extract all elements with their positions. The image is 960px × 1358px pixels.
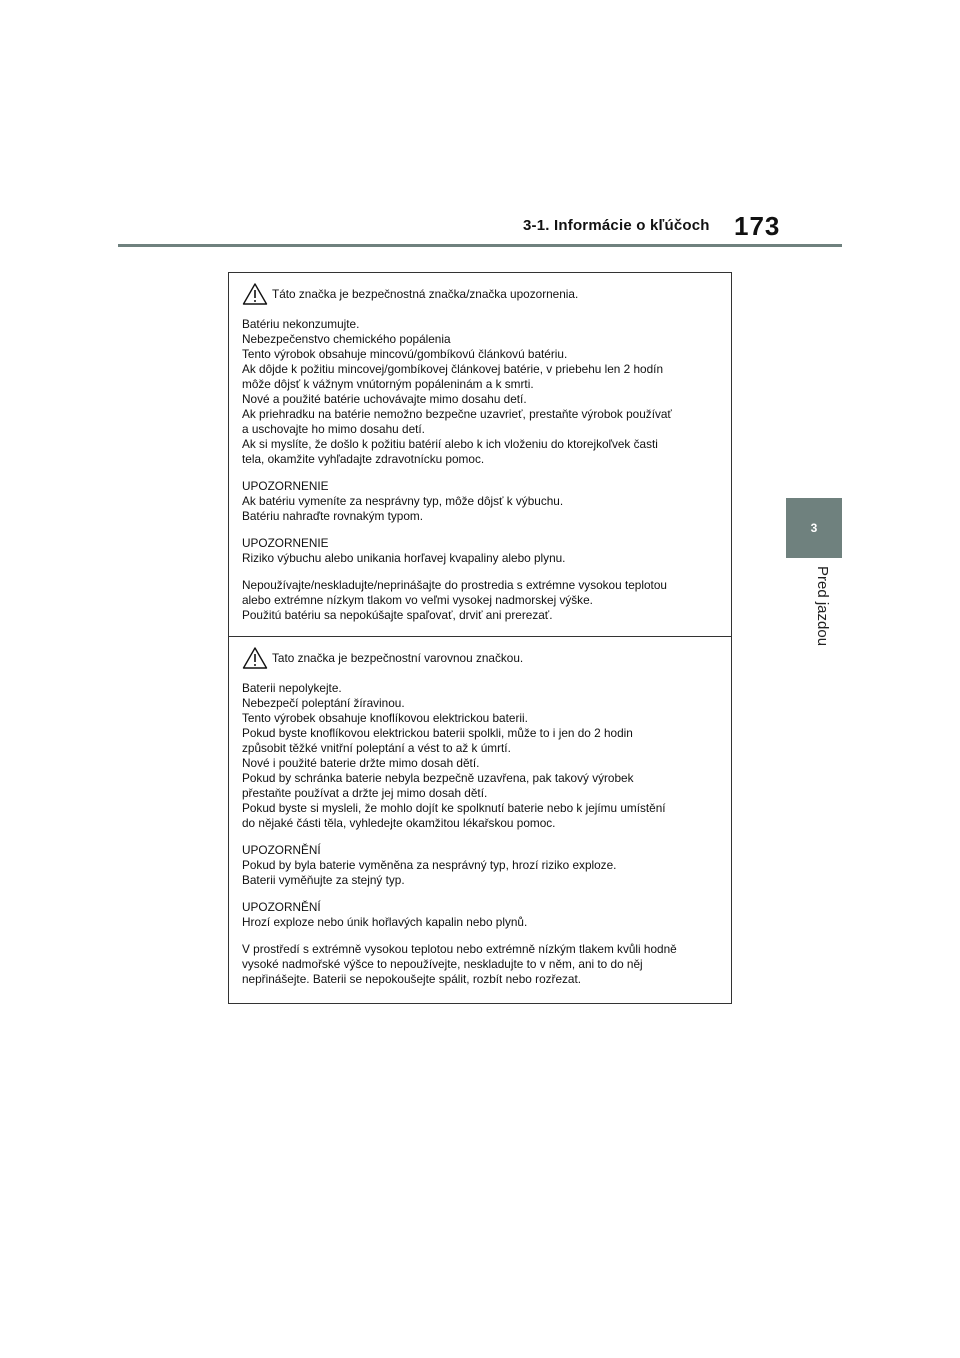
warning-paragraph-block (242, 843, 719, 888)
text-line: Nebezpečí poleptání žíravinou. (242, 696, 405, 710)
text-line: nepřinášejte. Baterii se nepokoušejte spálit, rozbít nebo rozřezat. (242, 972, 582, 986)
chapter-label: Pred jazdou (814, 566, 831, 647)
warning-paragraph-block (242, 942, 719, 987)
warning-blocks (242, 317, 719, 623)
text-line: Tento výrobok obsahuje mincovú/gombíkovú článkovú batériu. (242, 347, 568, 361)
warning-section-czech (229, 637, 731, 1003)
header-rule (118, 244, 842, 247)
text-line: Baterii nepolykejte. (242, 681, 342, 695)
text-line: Nové a použité batérie uchovávajte mimo dosahu detí. (242, 392, 527, 406)
text-line: vysoké nadmořské výšce to nepoužívejte, neskladujte to v něm, ani to do něj (242, 957, 643, 971)
text-line: Pokud byste si mysleli, že mohlo dojít ke spolknutí baterie nebo k jejímu umístění (242, 801, 666, 815)
section-title: 3-1. Informácie o kľúčoch (523, 217, 710, 234)
text-line: UPOZORNĚNÍ (242, 843, 321, 857)
sign-text: Tato značka je bezpečnostní varovnou značkou. (272, 651, 524, 665)
text-line: do nějaké části těla, vyhledejte okamžitou lékařskou pomoc. (242, 816, 556, 830)
safety-sign-row (242, 281, 719, 307)
warning-section-slovak (229, 273, 731, 637)
text-line: Nebezpečenstvo chemického popálenia (242, 332, 451, 346)
text-line: Pokud by byla baterie vyměněna za nesprávný typ, hrozí riziko exploze. (242, 858, 617, 872)
text-line: alebo extrémne nízkym tlakom vo veľmi vysokej nadmorskej výške. (242, 593, 593, 607)
text-line: Baterii vyměňujte za stejný typ. (242, 873, 405, 887)
text-line: Batériu nekonzumujte. (242, 317, 360, 331)
safety-sign-row (242, 645, 719, 671)
text-line: V prostředí s extrémně vysokou teplotou nebo extrémně nízkým tlakem kvůli hodně (242, 942, 677, 956)
text-line: a uschovajte ho mimo dosahu detí. (242, 422, 425, 436)
page-number: 173 (734, 211, 781, 241)
text-line: UPOZORNĚNÍ (242, 900, 321, 914)
battery-warning-box (228, 272, 732, 1004)
text-line: Tento výrobek obsahuje knoflíkovou elektrickou baterii. (242, 711, 528, 725)
text-line: Nepoužívajte/neskladujte/neprinášajte do prostredia s extrémne vysokou teplotou (242, 578, 667, 592)
text-line: Pokud byste knoflíkovou elektrickou baterii spolkli, může to i jen do 2 hodin (242, 726, 633, 740)
text-line: přestaňte používat a držte jej mimo dosah dětí. (242, 786, 488, 800)
warning-paragraph-block (242, 536, 719, 566)
chapter-number: 3 (810, 521, 818, 535)
warning-triangle-icon (242, 646, 268, 670)
text-line: Hrozí exploze nebo únik hořlavých kapalin nebo plynů. (242, 915, 528, 929)
text-line: Použitú batériu sa nepokúšajte spaľovať, drviť ani prerezať. (242, 608, 553, 622)
warning-paragraph-block (242, 681, 719, 831)
text-line: tela, okamžite vyhľadajte zdravotnícku pomoc. (242, 452, 485, 466)
text-line: Ak batériu vymeníte za nesprávny typ, môže dôjsť k výbuchu. (242, 494, 564, 508)
text-line: Nové i použité baterie držte mimo dosah dětí. (242, 756, 480, 770)
sign-text: Táto značka je bezpečnostná značka/značka upozornenia. (272, 287, 579, 301)
text-line: môže dôjsť k vážnym vnútorným popáleninám a k smrti. (242, 377, 534, 391)
warning-triangle-icon (242, 282, 268, 306)
warning-blocks (242, 681, 719, 987)
warning-paragraph-block (242, 900, 719, 930)
text-line: Ak si myslíte, že došlo k požitiu batérií alebo k ich vloženiu do ktorejkoľvek časti (242, 437, 658, 451)
warning-paragraph-block (242, 479, 719, 524)
warning-paragraph-block (242, 578, 719, 623)
text-line: Ak dôjde k požitiu mincovej/gombíkovej článkovej batérie, v priebehu len 2 hodín (242, 362, 664, 376)
text-line: způsobit těžké vnitřní poleptání a vést to až k úmrtí. (242, 741, 511, 755)
text-line: Ak priehradku na batérie nemožno bezpečne uzavrieť, prestaňte výrobok používať (242, 407, 672, 421)
text-line: UPOZORNENIE (242, 536, 329, 550)
text-line: UPOZORNENIE (242, 479, 329, 493)
chapter-tab (786, 498, 842, 558)
text-line: Batériu nahraďte rovnakým typom. (242, 509, 424, 523)
warning-paragraph-block (242, 317, 719, 467)
text-line: Pokud by schránka baterie nebyla bezpečně uzavřena, pak takový výrobek (242, 771, 634, 785)
text-line: Riziko výbuchu alebo unikania horľavej kvapaliny alebo plynu. (242, 551, 566, 565)
